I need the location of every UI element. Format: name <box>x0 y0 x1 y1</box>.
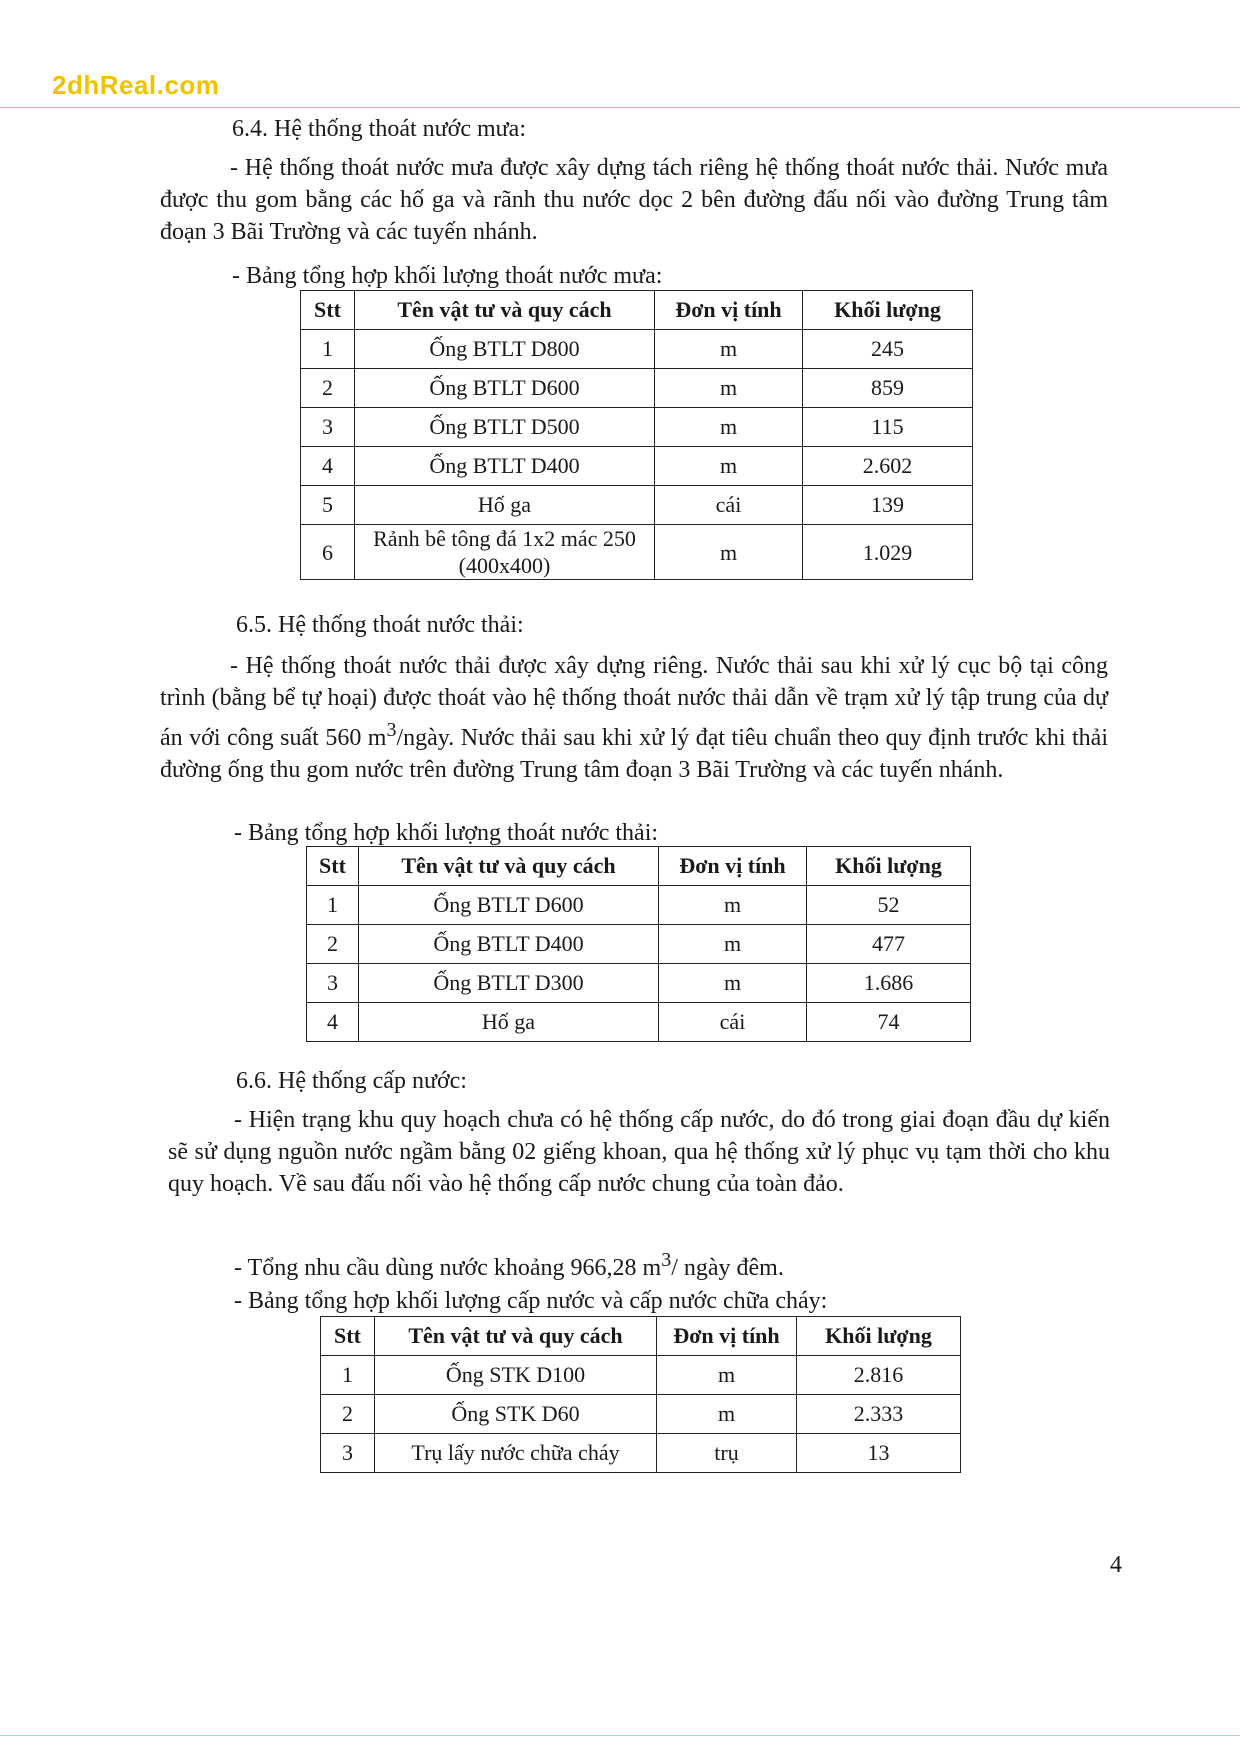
table-row <box>307 925 971 964</box>
header-quantity: Khối lượng <box>803 291 973 330</box>
watermark-logo: 2dhReal.com <box>52 70 220 100</box>
header-material: Tên vật tư và quy cách <box>355 291 655 330</box>
wastewater-drainage-table <box>306 846 971 1042</box>
cell-stt: 2 <box>301 369 355 408</box>
cell-quantity: 52 <box>807 886 971 925</box>
cell-quantity: 1.029 <box>803 525 973 580</box>
header-material: Tên vật tư và quy cách <box>359 847 659 886</box>
cell-quantity: 1.686 <box>807 964 971 1003</box>
cell-material: Rảnh bê tông đá 1x2 mác 250 (400x400) <box>355 525 655 580</box>
table-caption-water-supply: - Bảng tổng hợp khối lượng cấp nước và cấp nước chữa cháy: <box>234 1288 828 1314</box>
section-6-4-paragraph: - Hệ thống thoát nước mưa được xây dựng tách riêng hệ thống thoát nước thải. Nước mưa được thu gom bằng các hố ga và rãnh thu nước dọc 2 bên đường đấu nối vào đường Trung tâm đoạn 3 Bãi Trường và các tuyến nhánh. <box>160 155 1108 245</box>
water-demand-line <box>234 1244 1104 1284</box>
cell-unit: cái <box>655 486 803 525</box>
section-heading-6-5: 6.5. Hệ thống thoát nước thải: <box>236 612 524 638</box>
cell-material: Ống STK D100 <box>375 1356 657 1395</box>
cell-material: Trụ lấy nước chữa cháy <box>375 1434 657 1473</box>
table-row <box>301 525 973 580</box>
section-heading-6-4: 6.4. Hệ thống thoát nước mưa: <box>232 116 526 142</box>
paragraph-text: - Hệ thống thoát nước thải được xây dựng riêng. Nước thải sau khi xử lý cục bộ tại công trình (bằng bể tự hoại) được thoát vào hệ thống thoát nước thải dẫn về trạm xử lý tập trung của dự án với công suất 560 m <box>160 653 1108 751</box>
cell-material: Ống STK D60 <box>375 1395 657 1434</box>
header-stt: Stt <box>321 1317 375 1356</box>
cell-unit: m <box>655 408 803 447</box>
table-header-row <box>301 291 973 330</box>
cell-unit: m <box>659 886 807 925</box>
table-row <box>301 408 973 447</box>
header-unit: Đơn vị tính <box>655 291 803 330</box>
header-stt: Stt <box>301 291 355 330</box>
cell-stt: 4 <box>307 1003 359 1042</box>
cell-unit: trụ <box>657 1434 797 1473</box>
cell-quantity: 477 <box>807 925 971 964</box>
rainwater-drainage-table <box>300 290 973 580</box>
cell-quantity: 2.333 <box>797 1395 961 1434</box>
cell-unit: m <box>659 925 807 964</box>
superscript: 3 <box>661 1249 672 1271</box>
cell-quantity: 74 <box>807 1003 971 1042</box>
cell-stt: 1 <box>301 330 355 369</box>
cell-unit: m <box>655 369 803 408</box>
header-divider <box>0 107 1240 108</box>
cell-quantity: 2.816 <box>797 1356 961 1395</box>
cell-material: Hố ga <box>359 1003 659 1042</box>
cell-stt: 1 <box>321 1356 375 1395</box>
section-6-5-paragraph <box>160 650 1108 786</box>
section-heading-6-6: 6.6. Hệ thống cấp nước: <box>236 1068 467 1094</box>
cell-stt: 3 <box>307 964 359 1003</box>
cell-unit: m <box>655 447 803 486</box>
header-stt: Stt <box>307 847 359 886</box>
cell-stt: 3 <box>321 1434 375 1473</box>
cell-unit: m <box>657 1395 797 1434</box>
cell-stt: 5 <box>301 486 355 525</box>
cell-stt: 2 <box>321 1395 375 1434</box>
cell-unit: m <box>655 330 803 369</box>
header-quantity: Khối lượng <box>807 847 971 886</box>
section-6-6-paragraph: - Hiện trạng khu quy hoạch chưa có hệ thống cấp nước, do đó trong giai đoạn đầu dự kiến sẽ sử dụng nguồn nước ngầm bằng 02 giếng khoan, qua hệ thống xử lý phục vụ tạm thời cho khu quy hoạch. Về sau đấu nối vào hệ thống cấp nước chung của toàn đảo. <box>168 1107 1110 1197</box>
cell-material: Ống BTLT D500 <box>355 408 655 447</box>
table-row <box>321 1356 961 1395</box>
header-quantity: Khối lượng <box>797 1317 961 1356</box>
paragraph-text: - Tổng nhu cầu dùng nước khoảng 966,28 m <box>234 1255 662 1281</box>
cell-stt: 3 <box>301 408 355 447</box>
table-row <box>321 1395 961 1434</box>
table-row <box>301 330 973 369</box>
cell-quantity: 115 <box>803 408 973 447</box>
cell-quantity: 2.602 <box>803 447 973 486</box>
cell-stt: 2 <box>307 925 359 964</box>
cell-material: Ống BTLT D800 <box>355 330 655 369</box>
table-row <box>307 1003 971 1042</box>
cell-material: Ống BTLT D600 <box>355 369 655 408</box>
cell-stt: 6 <box>301 525 355 580</box>
cell-unit: cái <box>659 1003 807 1042</box>
table-row <box>321 1434 961 1473</box>
table-caption-rainwater: - Bảng tổng hợp khối lượng thoát nước mưa: <box>232 263 663 289</box>
footer-divider <box>0 1735 1240 1736</box>
table-header-row <box>307 847 971 886</box>
cell-quantity: 245 <box>803 330 973 369</box>
table-caption-wastewater: - Bảng tổng hợp khối lượng thoát nước thải: <box>234 820 659 846</box>
water-supply-table <box>320 1316 961 1473</box>
cell-unit: m <box>659 964 807 1003</box>
cell-quantity: 13 <box>797 1434 961 1473</box>
cell-unit: m <box>655 525 803 580</box>
table-row <box>307 964 971 1003</box>
cell-stt: 1 <box>307 886 359 925</box>
cell-unit: m <box>657 1356 797 1395</box>
table-row <box>301 486 973 525</box>
cell-stt: 4 <box>301 447 355 486</box>
cell-material: Ống BTLT D400 <box>355 447 655 486</box>
header-material: Tên vật tư và quy cách <box>375 1317 657 1356</box>
header-unit: Đơn vị tính <box>659 847 807 886</box>
table-header-row <box>321 1317 961 1356</box>
header-unit: Đơn vị tính <box>657 1317 797 1356</box>
cell-quantity: 139 <box>803 486 973 525</box>
table-row <box>301 369 973 408</box>
paragraph-text: / ngày đêm. <box>671 1255 784 1281</box>
cell-material: Ống BTLT D600 <box>359 886 659 925</box>
cell-quantity: 859 <box>803 369 973 408</box>
table-row <box>301 447 973 486</box>
cell-material: Ống BTLT D400 <box>359 925 659 964</box>
cell-material: Hố ga <box>355 486 655 525</box>
superscript: 3 <box>386 719 397 741</box>
page-number: 4 <box>1110 1552 1122 1578</box>
cell-material: Ống BTLT D300 <box>359 964 659 1003</box>
paragraph-text: /ngày. Nước thải sau khi xử lý đạt tiêu chuẩn theo quy định trước khi thải đường ống thu gom nước trên đường Trung tâm đoạn 3 Bãi Trường và các tuyến nhánh. <box>160 725 1108 783</box>
table-row <box>307 886 971 925</box>
